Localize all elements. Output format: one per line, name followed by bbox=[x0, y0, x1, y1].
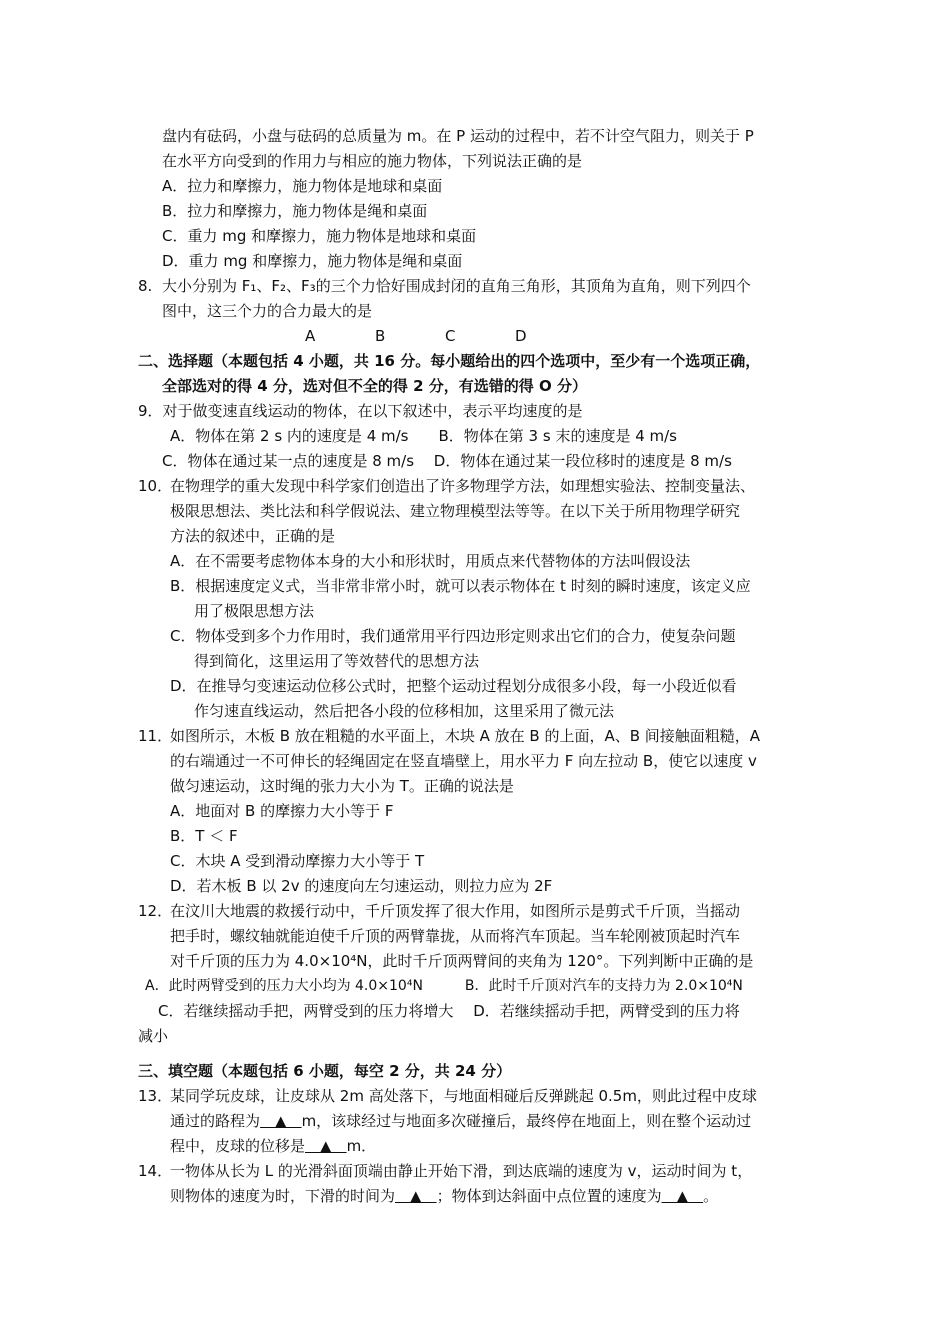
q12-line-2: 把手时，螺纹轴就能迫使千斤顶的两臂靠拢，从而将汽车顶起。当车轮刚被顶起时汽车 bbox=[170, 927, 741, 945]
q10-option-b-line-2: 用了极限思想方法 bbox=[194, 602, 315, 620]
q9-options-ab: A．物体在第 2 s 内的速度是 4 m/s B．物体在第 3 s 末的速度是 4 m/s bbox=[170, 427, 677, 445]
q14-number: 14． bbox=[138, 1162, 173, 1180]
q13-number: 13． bbox=[138, 1087, 173, 1105]
section-3-heading: 三、填空题（本题包括 6 小题，每空 2 分，共 24 分） bbox=[138, 1062, 512, 1080]
q7-line-1: 盘内有砝码，小盘与砝码的总质量为 m。在 P 运动的过程中，若不计空气阻力，则关于 P bbox=[162, 127, 754, 145]
q12-options-ab: A．此时两臂受到的压力大小均为 4.0×10⁴N B．此时千斤顶对汽车的支持力为 2.0×10⁴N bbox=[145, 978, 743, 994]
q11-line-2: 的右端通过一不可伸长的轻绳固定在竖直墙壁上，用水平力 F 向左拉动 B，使它以速度 v bbox=[170, 752, 757, 770]
q10-line-1: 在物理学的重大发现中科学家们创造出了许多物理学方法，如理想实验法、控制变量法、 bbox=[170, 477, 756, 495]
q13-line-3-text-b: m． bbox=[346, 1137, 377, 1155]
q10-option-a: A．在不需要考虑物体本身的大小和形状时，用质点来代替物体的方法叫假设法 bbox=[170, 552, 691, 570]
q13-answer-blank-2[interactable]: ▲ bbox=[305, 1137, 347, 1155]
q13-line-3 bbox=[170, 1136, 376, 1156]
q8-label-a: A bbox=[305, 327, 316, 345]
q7-option-b: B．拉力和摩擦力，施力物体是绳和桌面 bbox=[162, 202, 428, 220]
q7-option-c: C．重力 mg 和摩擦力，施力物体是地球和桌面 bbox=[162, 227, 477, 245]
q12-options-cd: C．若继续摇动手把，两臂受到的压力将增大 D．若继续摇动手把，两臂受到的压力将 bbox=[158, 1002, 740, 1020]
section-2-heading-line-1: 二、选择题（本题包括 4 小题，共 16 分。每小题给出的四个选项中，至少有一个选项正确， bbox=[138, 352, 761, 370]
q7-line-2: 在水平方向受到的作用力与相应的施力物体，下列说法正确的是 bbox=[162, 152, 583, 170]
q8-line-1: 大小分别为 F₁、F₂、F₃的三个力恰好围成封闭的直角三角形，其顶角为直角，则下列四个 bbox=[162, 277, 751, 295]
q14-line-2 bbox=[170, 1186, 718, 1206]
q12-number: 12． bbox=[138, 902, 173, 920]
q11-option-d: D．若木板 B 以 2v 的速度向左匀速运动，则拉力应为 2F bbox=[170, 877, 553, 895]
q14-line-2-text-b: ；物体到达斜面中点位置的速度为 bbox=[436, 1187, 662, 1205]
q11-option-a: A．地面对 B 的摩擦力大小等于 F bbox=[170, 802, 394, 820]
q13-line-3-text-a: 程中，皮球的位移是 bbox=[170, 1137, 306, 1155]
q8-label-d: D bbox=[515, 327, 527, 345]
q13-line-2 bbox=[170, 1111, 751, 1131]
q13-line-1: 某同学玩皮球，让皮球从 2m 高处落下，与地面相碰后反弹跳起 0.5m，则此过程中皮球 bbox=[170, 1087, 757, 1105]
q10-option-d-line-2: 作匀速直线运动，然后把各小段的位移相加，这里采用了微元法 bbox=[194, 702, 615, 720]
q10-option-c-line-1: C．物体受到多个力作用时，我们通常用平行四边形定则求出它们的合力，使复杂问题 bbox=[170, 627, 736, 645]
q11-line-1: 如图所示，木板 B 放在粗糙的水平面上，木块 A 放在 B 的上面，A、B 间接触面粗糙，A bbox=[170, 727, 761, 745]
section-2-heading-line-2: 全部选对的得 4 分，选对但不全的得 2 分，有选错的得 O 分） bbox=[162, 377, 587, 395]
q12-line-3: 对千斤顶的压力为 4.0×10⁴N，此时千斤顶两臂间的夹角为 120°。下列判断中正确的是 bbox=[170, 952, 754, 970]
q8-number: 8. bbox=[138, 277, 153, 295]
q10-line-2: 极限思想法、类比法和科学假说法、建立物理模型法等等。在以下关于所用物理学研究 bbox=[170, 502, 741, 520]
q8-line-2: 图中，这三个力的合力最大的是 bbox=[162, 302, 373, 320]
q11-line-3: 做匀速运动，这时绳的张力大小为 T。正确的说法是 bbox=[170, 777, 514, 795]
q7-option-a: A．拉力和摩擦力，施力物体是地球和桌面 bbox=[162, 177, 443, 195]
q14-answer-blank-2[interactable]: ▲ bbox=[661, 1187, 704, 1205]
q8-label-c: C bbox=[445, 327, 456, 345]
q10-number: 10． bbox=[138, 477, 173, 495]
q12-option-d-tail: 减小 bbox=[138, 1027, 169, 1045]
q9-stem: 9．对于做变速直线运动的物体，在以下叙述中，表示平均速度的是 bbox=[138, 402, 583, 420]
q10-option-d-line-1: D．在推导匀变速运动位移公式时，把整个运动过程划分成很多小段，每一小段近似看 bbox=[170, 677, 737, 695]
q13-line-2-text-a: 通过的路程为 bbox=[170, 1112, 261, 1130]
q9-options-cd: C．物体在通过某一点的速度是 8 m/s D．物体在通过某一段位移时的速度是 8 m/s bbox=[162, 452, 732, 470]
q7-option-d: D．重力 mg 和摩擦力，施力物体是绳和桌面 bbox=[162, 252, 463, 270]
q12-line-1: 在汶川大地震的救援行动中，千斤顶发挥了很大作用，如图所示是剪式千斤顶，当摇动 bbox=[170, 902, 741, 920]
q10-option-c-line-2: 得到简化，这里运用了等效替代的思想方法 bbox=[194, 652, 480, 670]
q8-label-b: B bbox=[375, 327, 386, 345]
q11-option-c: C．木块 A 受到滑动摩擦力大小等于 T bbox=[170, 852, 425, 870]
q10-option-b-line-1: B．根据速度定义式，当非常非常小时，就可以表示物体在 t 时刻的瞬时速度，该定义应 bbox=[170, 577, 751, 595]
q14-line-2-text-c: 。 bbox=[703, 1187, 719, 1205]
q11-option-b: B．T ＜ F bbox=[170, 827, 238, 845]
q8-figure-labels bbox=[305, 326, 585, 346]
q13-line-2-text-b: m，该球经过与地面多次碰撞后，最终停在地面上，则在整个运动过 bbox=[301, 1112, 752, 1130]
q10-line-3: 方法的叙述中，正确的是 bbox=[170, 527, 336, 545]
q14-line-2-text-a: 则物体的速度为时，下滑的时间为 bbox=[170, 1187, 396, 1205]
q11-number: 11． bbox=[138, 727, 173, 745]
q14-answer-blank-1[interactable]: ▲ bbox=[395, 1187, 437, 1205]
q13-answer-blank-1[interactable]: ▲ bbox=[260, 1112, 302, 1130]
q14-line-1: 一物体从长为 L 的光滑斜面顶端由静止开始下滑，到达底端的速度为 v，运动时间为 t， bbox=[170, 1162, 753, 1180]
